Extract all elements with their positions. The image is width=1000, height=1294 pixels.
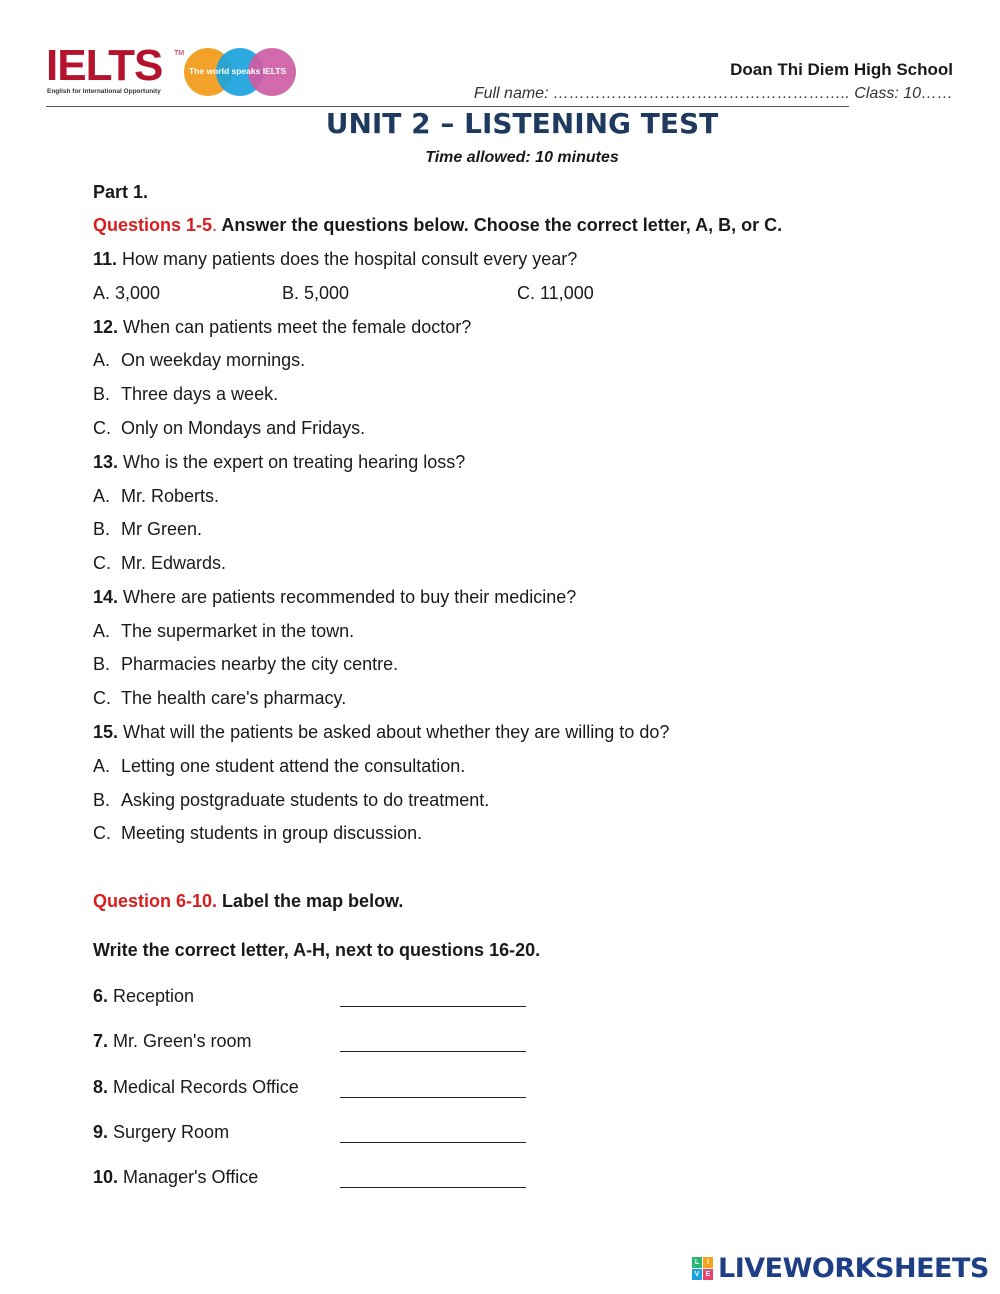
item-text: Manager's Office <box>118 1167 259 1187</box>
option-text: Mr Green. <box>121 519 203 539</box>
option-text: The health care's pharmacy. <box>121 688 347 708</box>
question-number: 12. <box>93 317 119 337</box>
option-letter: B. <box>93 384 111 404</box>
q12-option-b <box>93 383 278 405</box>
liveworksheets-icon <box>692 1257 714 1281</box>
option-letter: B. <box>93 519 111 539</box>
question-text: How many patients does the hospital consult every year? <box>117 249 578 269</box>
section2-heading <box>93 890 403 912</box>
option-text: Only on Mondays and Fridays. <box>121 418 366 438</box>
option-text: On weekday mornings. <box>121 350 306 370</box>
q14-option-b <box>93 653 398 675</box>
question-text: When can patients meet the female doctor? <box>118 317 472 337</box>
liveworksheets-wordmark: LIVEWORKSHEETS <box>718 1253 989 1284</box>
q11-option-c: C. 11,000 <box>517 283 594 303</box>
option-letter: C. <box>93 418 111 438</box>
brand-icon-letter: V <box>692 1269 702 1280</box>
question-number: 15. <box>93 722 119 742</box>
liveworksheets-logo <box>692 1253 992 1285</box>
item-text: Mr. Green's room <box>108 1031 252 1051</box>
option-text: Meeting students in group discussion. <box>121 823 423 843</box>
answer-blank-7[interactable] <box>340 1031 526 1052</box>
logo-slogan: The world speaks IELTS <box>189 66 287 76</box>
item-text: Medical Records Office <box>108 1077 299 1097</box>
q13-option-a <box>93 485 219 507</box>
question-text: What will the patients be asked about whether they are willing to do? <box>118 722 670 742</box>
item-number: 7. <box>93 1031 109 1051</box>
q13-option-b <box>93 518 202 540</box>
label-item-10 <box>93 1166 258 1188</box>
brand-icon-letter: E <box>703 1269 713 1280</box>
q15-option-b <box>93 789 489 811</box>
item-number: 6. <box>93 986 109 1006</box>
q14-option-c <box>93 687 346 709</box>
answer-blank-6[interactable] <box>340 986 526 1007</box>
section2-instruction: Label the map below. <box>217 891 404 911</box>
section1-sep: . <box>212 215 218 235</box>
answer-blank-10[interactable] <box>340 1167 526 1188</box>
time-allowed: Time allowed: 10 minutes <box>425 149 619 166</box>
label-item-8 <box>93 1076 299 1098</box>
question-text: Where are patients recommended to buy their medicine? <box>118 587 577 607</box>
label-item-6 <box>93 985 194 1007</box>
option-letter: A. <box>93 486 111 506</box>
q12-option-c <box>93 417 365 439</box>
section1-label: Questions 1-5 <box>93 215 213 235</box>
page-title: UNIT 2 – LISTENING TEST <box>325 107 719 140</box>
question-number: 14. <box>93 587 119 607</box>
question-text: Who is the expert on treating hearing loss? <box>118 452 466 472</box>
question-15 <box>93 721 669 743</box>
section1-heading <box>93 214 782 236</box>
option-text: The supermarket in the town. <box>121 621 355 641</box>
item-number: 8. <box>93 1077 109 1097</box>
item-number: 10. <box>93 1167 119 1187</box>
ielts-logo <box>46 41 296 104</box>
q14-option-a <box>93 620 354 642</box>
option-letter: A. <box>93 350 111 370</box>
option-letter: A. <box>93 756 111 776</box>
item-text: Reception <box>108 986 195 1006</box>
question-number: 13. <box>93 452 119 472</box>
logo-wordmark: IELTS <box>46 41 163 90</box>
question-14 <box>93 586 576 608</box>
part-heading: Part 1. <box>93 182 149 202</box>
answer-blank-9[interactable] <box>340 1122 526 1143</box>
option-letter: C. <box>93 823 111 843</box>
item-text: Surgery Room <box>108 1122 230 1142</box>
section2-write-instruction: Write the correct letter, A-H, next to questions 16-20. <box>93 940 541 960</box>
logo-trademark: TM <box>174 50 185 57</box>
brand-icon-letter: I <box>703 1257 713 1268</box>
option-text: Three days a week. <box>121 384 279 404</box>
label-item-9 <box>93 1121 229 1143</box>
question-number: 11. <box>93 249 118 269</box>
q15-option-a <box>93 755 465 777</box>
question-11 <box>93 248 577 270</box>
question-12 <box>93 316 471 338</box>
option-letter: B. <box>93 654 111 674</box>
answer-blank-8[interactable] <box>340 1077 526 1098</box>
q11-option-b: B. 5,000 <box>282 283 350 303</box>
q15-option-c <box>93 822 422 844</box>
option-text: Mr. Edwards. <box>121 553 227 573</box>
option-letter: C. <box>93 688 111 708</box>
section2-label: Question 6-10. <box>93 891 218 911</box>
q13-option-c <box>93 552 226 574</box>
brand-icon-letter: L <box>692 1257 702 1268</box>
q11-option-a: A. 3,000 <box>93 283 161 303</box>
q12-option-a <box>93 349 305 371</box>
option-text: Asking postgraduate students to do treatment. <box>121 790 490 810</box>
school-name: Doan Thi Diem High School <box>730 60 953 79</box>
section1-instruction: Answer the questions below. Choose the correct letter, A, B, or C. <box>217 215 783 235</box>
label-item-7 <box>93 1030 252 1052</box>
option-letter: C. <box>93 553 111 573</box>
logo-subtitle: English for International Opportunity <box>47 88 161 95</box>
option-text: Mr. Roberts. <box>121 486 220 506</box>
item-number: 9. <box>93 1122 109 1142</box>
fullname-class-line: Full name: ……………………………………………….. Class: 10…… <box>473 85 953 102</box>
option-letter: B. <box>93 790 111 810</box>
option-text: Pharmacies nearby the city centre. <box>121 654 399 674</box>
option-text: Letting one student attend the consultation. <box>121 756 466 776</box>
question-13 <box>93 451 465 473</box>
option-letter: A. <box>93 621 111 641</box>
